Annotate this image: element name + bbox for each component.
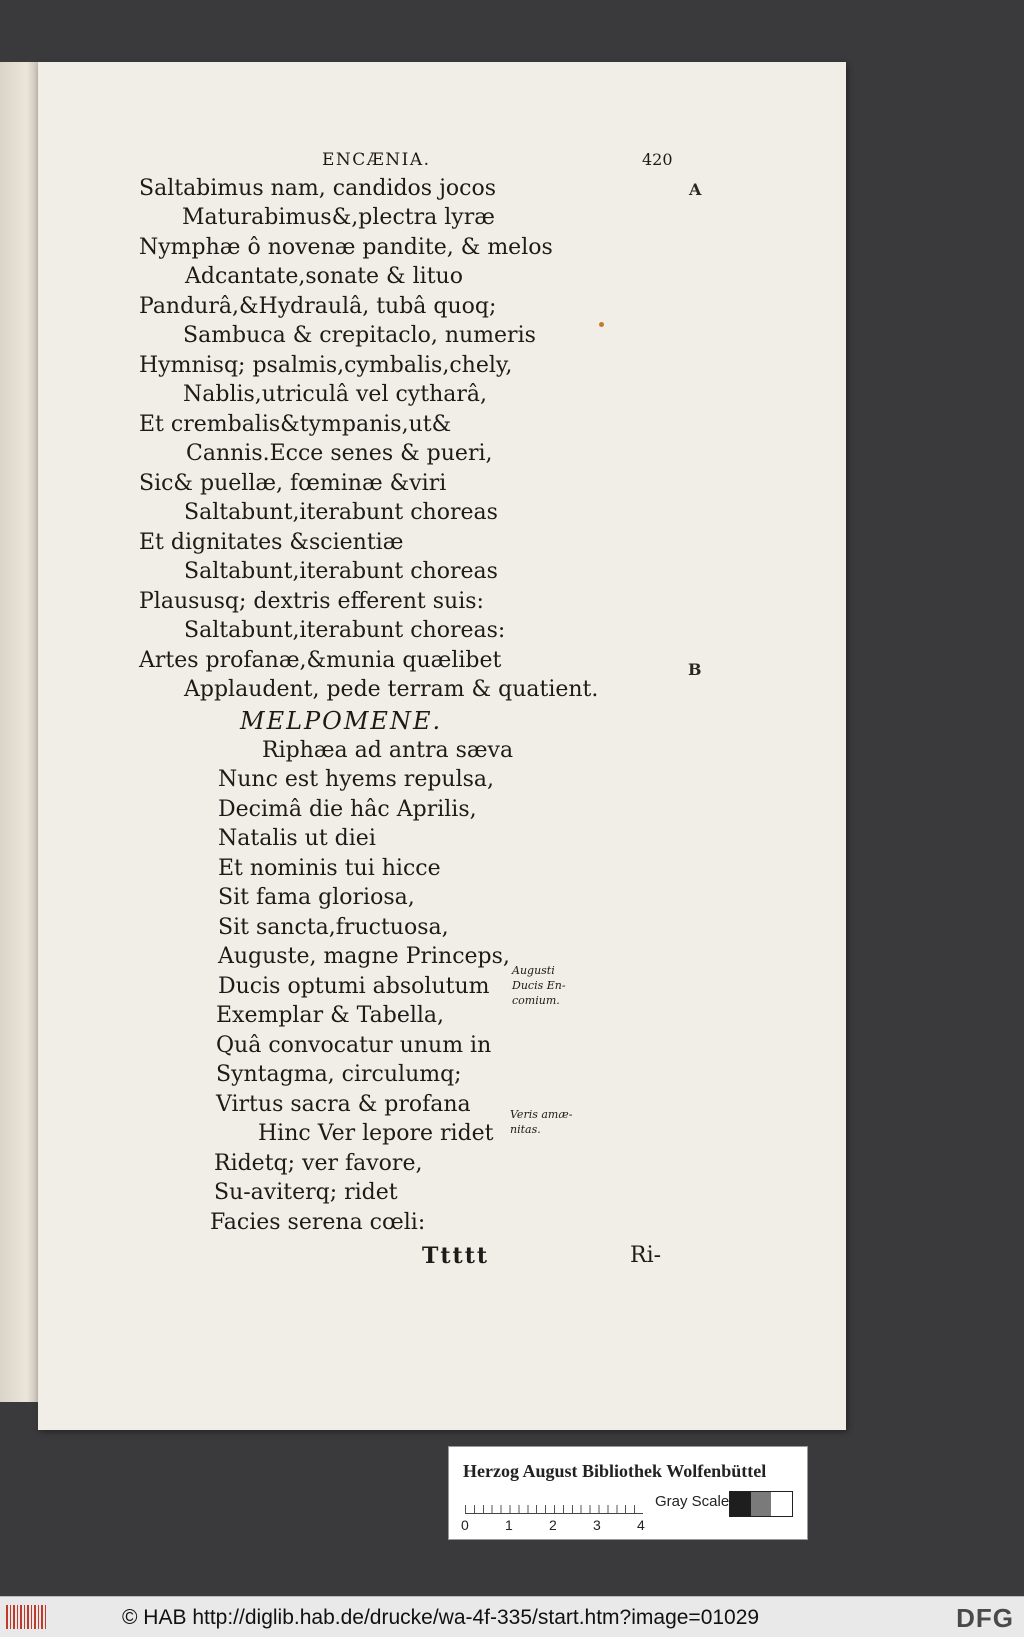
- section-line: Quâ convocatur unum in: [216, 1033, 492, 1058]
- dfg-logo: DFG: [956, 1603, 1014, 1633]
- margin-letter-a: A: [689, 180, 702, 199]
- section-line: Riphæa ad antra sæva: [262, 738, 514, 763]
- verse-line: Adcantate,sonate & lituo: [185, 264, 463, 289]
- ruler-tick: 3: [593, 1517, 601, 1533]
- gray-swatch-dark: [730, 1492, 751, 1516]
- section-line: Sit fama gloriosa,: [218, 885, 415, 910]
- side-note-veris: [510, 1108, 572, 1138]
- gray-swatch-light: [771, 1492, 792, 1516]
- verse-line: Saltabunt,iterabunt choreas: [184, 500, 498, 525]
- side-note-line: Ducis En-: [512, 978, 566, 992]
- section-line: Natalis ut diei: [218, 826, 376, 851]
- ruler-tick: 1: [505, 1517, 513, 1533]
- ruler-tick: 0: [461, 1517, 469, 1533]
- verse-line: Sic& puellæ, fœminæ &viri: [139, 471, 447, 496]
- section-line: Virtus sacra & profana: [216, 1092, 471, 1117]
- section-line: Hinc Ver lepore ridet: [258, 1121, 494, 1146]
- section-line: Su-aviterq; ridet: [214, 1180, 398, 1205]
- section-line: Exemplar & Tabella,: [216, 1003, 445, 1028]
- side-note-line: comium.: [512, 993, 560, 1007]
- verse-line: Maturabimus&,plectra lyræ: [182, 205, 495, 230]
- section-line: Decimâ die hâc Aprilis,: [218, 797, 477, 822]
- side-note-line: Augusti: [512, 964, 555, 977]
- section-line: Ducis optumi absolutum: [218, 974, 490, 999]
- verse-line: Saltabimus nam, candidos jocos: [139, 176, 497, 201]
- gray-scale-swatches: [729, 1491, 793, 1517]
- library-name: Herzog August Bibliothek Wolfenbüttel: [463, 1461, 767, 1481]
- verse-line: Cannis.Ecce senes & pueri,: [186, 441, 493, 466]
- section-line: Sit sancta,fructuosa,: [218, 915, 449, 940]
- section-line: Ridetq; ver favore,: [214, 1151, 423, 1176]
- verse-line: Sambuca & crepitaclo, numeris: [183, 323, 536, 348]
- verse-line: Saltabunt,iterabunt choreas: [184, 559, 498, 584]
- ruler-tick: 2: [549, 1517, 557, 1533]
- section-line: Facies serena cœli:: [210, 1210, 426, 1235]
- barcode-icon: [6, 1605, 46, 1629]
- verse-line: Hymnisq; psalmis,cymbalis,chely,: [139, 353, 513, 378]
- verse-line: Pandurâ,&Hydraulâ, tubâ quoq;: [139, 294, 497, 319]
- section-heading: MELPOMENE.: [240, 707, 443, 735]
- ruler-tick: 4: [637, 1517, 645, 1533]
- side-note-line: nitas.: [510, 1122, 541, 1136]
- verse-line: Nymphæ ô novenæ pandite, & melos: [139, 235, 553, 260]
- footer-bar: [0, 1596, 1024, 1637]
- side-note-augusti: [512, 964, 566, 1009]
- verse-line: Et crembalis&tympanis,ut&: [139, 412, 452, 437]
- signature-mark: Ttttt: [422, 1243, 490, 1269]
- running-head: ENCÆNIA.: [322, 150, 431, 170]
- section-line: Et nominis tui hicce: [218, 856, 441, 881]
- verse-line: Saltabunt,iterabunt choreas:: [184, 618, 506, 643]
- facing-page-edge: [0, 62, 38, 1402]
- gray-scale-label: Gray Scale: [655, 1493, 730, 1510]
- catchword: Ri-: [630, 1243, 662, 1268]
- color-scale-card: [448, 1446, 808, 1540]
- source-link[interactable]: © HAB http://diglib.hab.de/drucke/wa-4f-335/start.htm?image=01029: [122, 1606, 760, 1629]
- section-line: Auguste, magne Princeps,: [218, 944, 510, 969]
- verse-line: Applaudent, pede terram & quatient.: [184, 677, 599, 702]
- verse-line: Et dignitates &scientiæ: [139, 530, 404, 555]
- verse-line: Artes profanæ,&munia quælibet: [139, 648, 502, 673]
- ink-speck: [599, 322, 604, 327]
- ruler: [465, 1493, 643, 1514]
- verse-line: Plaususq; dextris efferent suis:: [139, 589, 484, 614]
- page-number: 420: [642, 150, 673, 169]
- verse-line: Nablis,utriculâ vel cytharâ,: [183, 382, 487, 407]
- margin-letter-b: B: [688, 660, 702, 679]
- gray-swatch-mid: [751, 1492, 772, 1516]
- side-note-line: Veris amæ-: [510, 1108, 573, 1121]
- section-line: Syntagma, circulumq;: [216, 1062, 462, 1087]
- section-line: Nunc est hyems repulsa,: [218, 767, 495, 792]
